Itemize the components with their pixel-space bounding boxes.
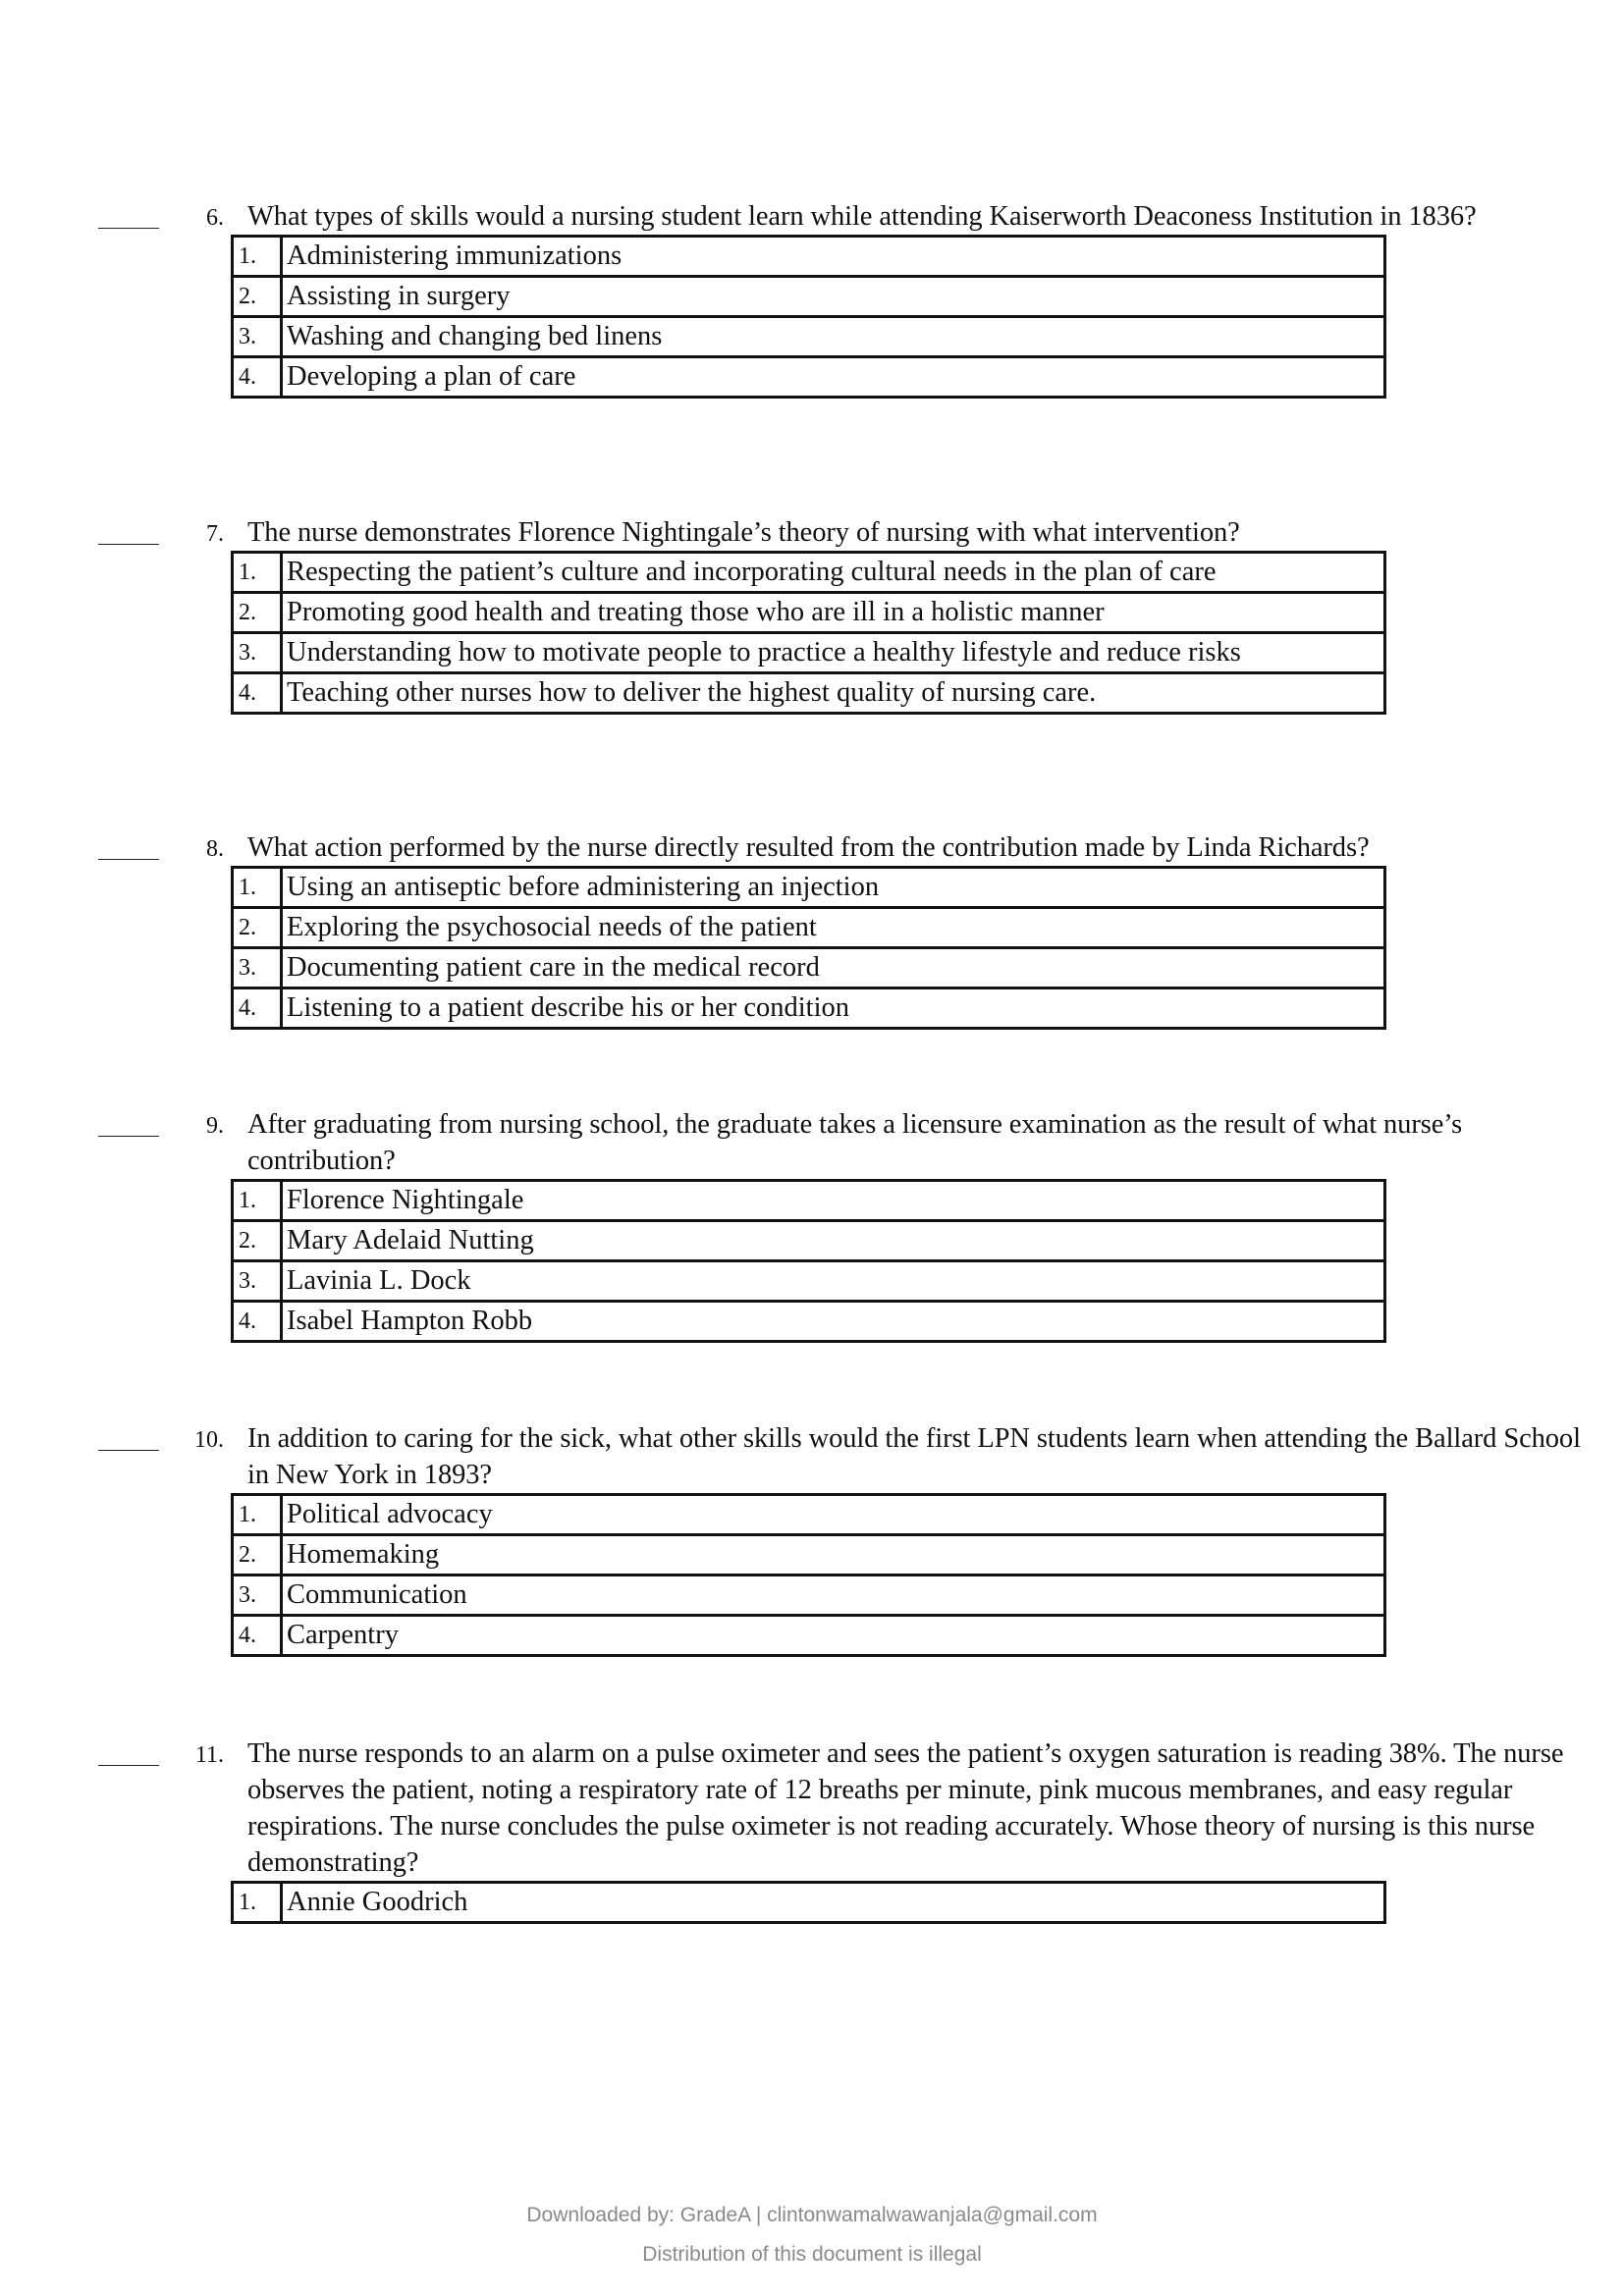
option-row[interactable] — [233, 1302, 1385, 1342]
option-number: 1. — [233, 868, 282, 908]
option-number: 2. — [233, 908, 282, 948]
question-text: What action performed by the nurse directly resulted from the contribution made by Linda Richards? — [247, 832, 1370, 863]
option-text: Teaching other nurses how to deliver the highest quality of nursing care. — [282, 673, 1385, 714]
question-header — [0, 1735, 1624, 1881]
question-number: 11. — [194, 1742, 224, 1768]
answer-blank[interactable] — [98, 859, 159, 860]
question-6 — [0, 198, 1624, 399]
option-text: Promoting good health and treating those who are ill in a holistic manner — [282, 593, 1385, 633]
options-table — [231, 551, 1386, 715]
question-header — [0, 514, 1624, 551]
option-number: 1. — [233, 1883, 282, 1923]
option-number: 1. — [233, 553, 282, 593]
option-text: Listening to a patient describe his or her condition — [282, 988, 1385, 1029]
options-table — [231, 866, 1386, 1030]
option-number: 2. — [233, 277, 282, 317]
option-row[interactable] — [233, 1535, 1385, 1575]
option-text: Washing and changing bed linens — [282, 317, 1385, 357]
option-number: 4. — [233, 673, 282, 714]
option-number: 4. — [233, 988, 282, 1029]
question-number: 6. — [206, 205, 224, 231]
option-number: 3. — [233, 633, 282, 673]
footer-downloaded-by: Downloaded by: GradeA | clintonwamalwawanjala@gmail.com — [526, 2204, 1098, 2226]
question-text: In addition to caring for the sick, what other skills would the first LPN students learn when attending the Ballard School in New York in 1893? — [247, 1423, 1581, 1490]
question-number: 9. — [206, 1113, 224, 1139]
question-header — [0, 1420, 1624, 1493]
option-text: Developing a plan of care — [282, 357, 1385, 398]
option-text: Carpentry — [282, 1616, 1385, 1656]
option-text: Administering immunizations — [282, 237, 1385, 277]
option-row[interactable] — [233, 1883, 1385, 1923]
question-text: After graduating from nursing school, the graduate takes a licensure examination as the result of what nurse’s contribution? — [247, 1109, 1463, 1176]
option-row[interactable] — [233, 277, 1385, 317]
option-number: 2. — [233, 1221, 282, 1261]
option-text: Documenting patient care in the medical record — [282, 948, 1385, 988]
option-number: 3. — [233, 948, 282, 988]
option-row[interactable] — [233, 1495, 1385, 1535]
options-table — [231, 1179, 1386, 1343]
option-row[interactable] — [233, 948, 1385, 988]
question-8 — [0, 829, 1624, 1030]
answer-blank[interactable] — [98, 1450, 159, 1451]
option-text: Annie Goodrich — [282, 1883, 1385, 1923]
question-header — [0, 1106, 1624, 1179]
question-header — [0, 829, 1624, 866]
question-10 — [0, 1420, 1624, 1657]
option-number: 2. — [233, 593, 282, 633]
options-table — [231, 1493, 1386, 1657]
option-number: 1. — [233, 1181, 282, 1221]
answer-blank[interactable] — [98, 1765, 159, 1766]
options-table — [231, 235, 1386, 399]
question-text: The nurse demonstrates Florence Nightingale’s theory of nursing with what intervention? — [247, 517, 1240, 548]
option-text: Homemaking — [282, 1535, 1385, 1575]
option-row[interactable] — [233, 673, 1385, 714]
question-11 — [0, 1735, 1624, 1924]
option-text: Political advocacy — [282, 1495, 1385, 1535]
option-number: 3. — [233, 317, 282, 357]
option-text: Isabel Hampton Robb — [282, 1302, 1385, 1342]
option-text: Assisting in surgery — [282, 277, 1385, 317]
option-number: 2. — [233, 1535, 282, 1575]
option-row[interactable] — [233, 908, 1385, 948]
option-number: 1. — [233, 237, 282, 277]
question-9 — [0, 1106, 1624, 1343]
option-row[interactable] — [233, 237, 1385, 277]
options-table — [231, 1881, 1386, 1924]
option-row[interactable] — [233, 868, 1385, 908]
option-row[interactable] — [233, 988, 1385, 1029]
question-text: The nurse responds to an alarm on a pulse oximeter and sees the patient’s oxygen saturation is reading 38%. The nurse observes the patient, noting a respiratory rate of 12 breaths per minute, pink mucous membranes, and easy regular respirations. The nurse concludes the pulse oximeter is not reading accurately. Whose theory of nursing is this nurse demonstrating? — [247, 1738, 1564, 1878]
option-text: Respecting the patient’s culture and incorporating cultural needs in the plan of care — [282, 553, 1385, 593]
option-text: Florence Nightingale — [282, 1181, 1385, 1221]
option-row[interactable] — [233, 317, 1385, 357]
answer-blank[interactable] — [98, 228, 159, 229]
option-text: Lavinia L. Dock — [282, 1261, 1385, 1302]
answer-blank[interactable] — [98, 544, 159, 545]
option-text: Communication — [282, 1575, 1385, 1616]
option-number: 1. — [233, 1495, 282, 1535]
question-number: 8. — [206, 836, 224, 862]
option-row[interactable] — [233, 1261, 1385, 1302]
option-number: 3. — [233, 1575, 282, 1616]
option-number: 4. — [233, 357, 282, 398]
option-row[interactable] — [233, 1221, 1385, 1261]
option-text: Using an antiseptic before administering an injection — [282, 868, 1385, 908]
option-row[interactable] — [233, 553, 1385, 593]
footer-distribution-notice: Distribution of this document is illegal — [642, 2243, 982, 2266]
option-number: 4. — [233, 1616, 282, 1656]
question-number: 10. — [194, 1427, 224, 1453]
option-row[interactable] — [233, 593, 1385, 633]
option-row[interactable] — [233, 1616, 1385, 1656]
option-text: Mary Adelaid Nutting — [282, 1221, 1385, 1261]
option-row[interactable] — [233, 633, 1385, 673]
question-text: What types of skills would a nursing student learn while attending Kaiserworth Deaconess Institution in 1836? — [247, 201, 1477, 232]
option-row[interactable] — [233, 357, 1385, 398]
option-row[interactable] — [233, 1181, 1385, 1221]
question-header — [0, 198, 1624, 235]
option-number: 3. — [233, 1261, 282, 1302]
answer-blank[interactable] — [98, 1136, 159, 1137]
option-row[interactable] — [233, 1575, 1385, 1616]
question-number: 7. — [206, 521, 224, 547]
option-text: Understanding how to motivate people to practice a healthy lifestyle and reduce risks — [282, 633, 1385, 673]
question-7 — [0, 514, 1624, 715]
option-text: Exploring the psychosocial needs of the patient — [282, 908, 1385, 948]
option-number: 4. — [233, 1302, 282, 1342]
